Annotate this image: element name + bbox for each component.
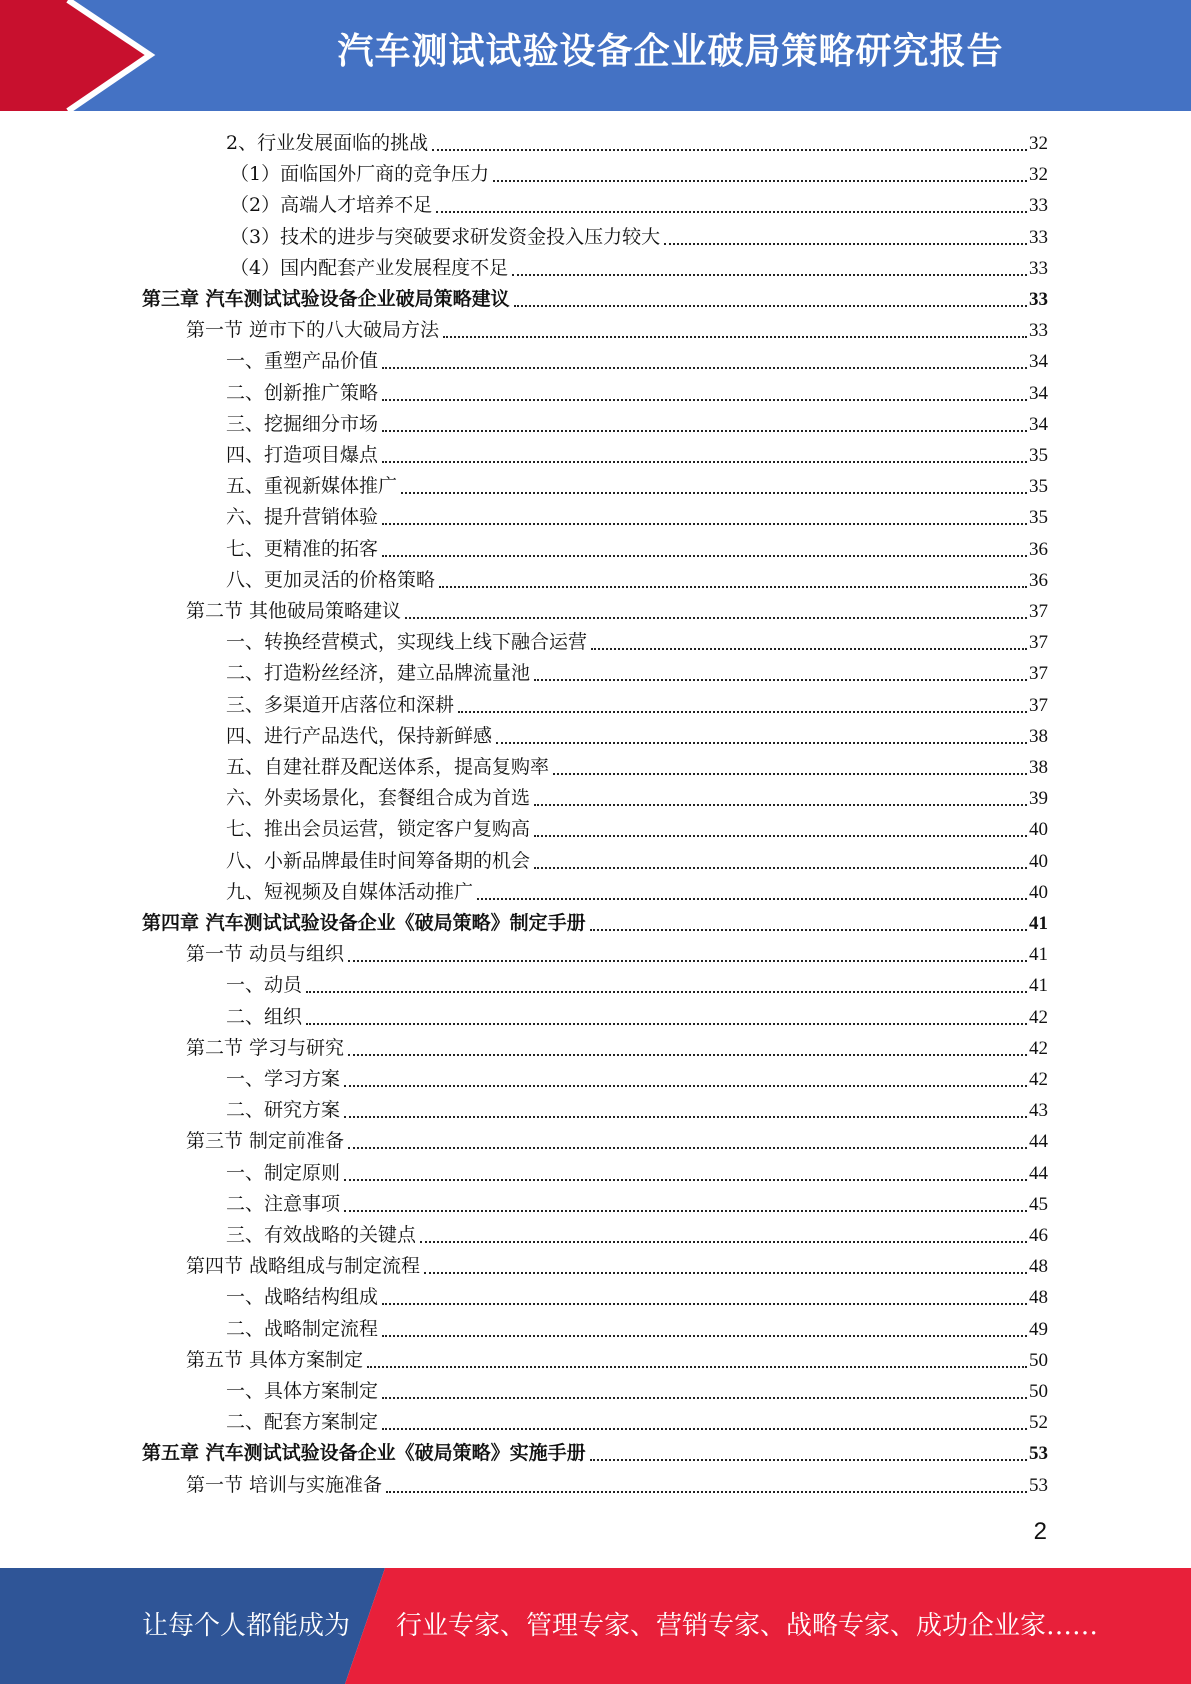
toc-entry-page: 40 — [1029, 819, 1048, 841]
toc-dot-leader — [401, 491, 1027, 494]
toc-entry-page: 32 — [1029, 164, 1048, 186]
toc-entry-label: 八、更加灵活的价格策略 — [226, 568, 436, 591]
toc-dot-leader — [382, 522, 1027, 525]
toc-entry-page: 37 — [1029, 663, 1048, 685]
toc-dot-leader — [344, 1115, 1027, 1118]
toc-entry-sub[interactable] — [230, 159, 1048, 190]
toc-entry-label: 第二节 其他破局策略建议 — [186, 600, 402, 622]
toc-dot-leader — [420, 1240, 1027, 1243]
toc-entry-item[interactable] — [226, 1158, 1048, 1189]
toc-entry-page: 42 — [1029, 1006, 1048, 1028]
toc-entry-page: 33 — [1029, 320, 1048, 342]
toc-entry-page: 50 — [1029, 1349, 1048, 1371]
footer-slogan-right: 行业专家、管理专家、营销专家、战略专家、成功企业家…… — [396, 1611, 1099, 1641]
toc-entry-page: 38 — [1029, 725, 1048, 747]
toc-entry-item[interactable] — [226, 1376, 1048, 1407]
toc-entry-item[interactable] — [226, 627, 1048, 658]
toc-dot-leader — [386, 1490, 1027, 1493]
toc-entry-page: 49 — [1029, 1318, 1048, 1340]
toc-entry-item[interactable] — [226, 1282, 1048, 1313]
toc-entry-page: 43 — [1029, 1100, 1048, 1122]
toc-entry-page: 34 — [1029, 413, 1048, 435]
toc-entry-page: 41 — [1029, 944, 1048, 966]
toc-dot-leader — [534, 866, 1027, 869]
toc-entry-label: 第一节 动员与组织 — [186, 943, 345, 966]
toc-dot-leader — [367, 1365, 1027, 1368]
toc-entry-item[interactable] — [226, 409, 1048, 440]
toc-entry-page: 45 — [1029, 1193, 1048, 1215]
toc-dot-leader — [382, 429, 1027, 432]
toc-entry-page: 53 — [1029, 1474, 1048, 1496]
toc-dot-leader — [424, 1271, 1027, 1274]
page-number: 2 — [1033, 1518, 1047, 1545]
toc-entry-item[interactable] — [226, 534, 1048, 565]
toc-entry-page: 42 — [1029, 1037, 1048, 1059]
toc-dot-leader — [496, 741, 1027, 744]
toc-entry-page: 37 — [1029, 632, 1048, 654]
toc-entry-label: （3）技术的进步与突破要求研发资金投入压力较大 — [230, 225, 661, 248]
toc-entry-page: 40 — [1029, 881, 1048, 903]
toc-entry-label: 第四节 战略组成与制定流程 — [186, 1255, 421, 1278]
toc-entry-item[interactable] — [226, 846, 1048, 877]
toc-entry-label: 五、重视新媒体推广 — [226, 475, 398, 498]
toc-entry-label: 第三节 制定前准备 — [186, 1130, 345, 1153]
toc-entry-item[interactable] — [226, 1407, 1048, 1438]
toc-entry-page: 39 — [1029, 788, 1048, 810]
toc-entry-section[interactable] — [186, 1126, 1048, 1157]
toc-entry-page: 52 — [1029, 1412, 1048, 1434]
toc-dot-leader — [553, 772, 1027, 775]
toc-dot-leader — [590, 1458, 1027, 1461]
toc-entry-label: 二、打造粉丝经济，建立品牌流量池 — [226, 662, 531, 685]
toc-dot-leader — [664, 242, 1027, 245]
toc-entry-label: （2）高端人才培养不足 — [230, 194, 433, 217]
toc-entry-label: 二、组织 — [226, 1005, 303, 1028]
toc-entry-page: 41 — [1029, 913, 1048, 934]
toc-entry-label: 一、战略结构组成 — [226, 1286, 379, 1309]
toc-entry-label: 二、研究方案 — [226, 1099, 341, 1122]
toc-entry-label: 七、更精准的拓客 — [226, 537, 379, 560]
toc-entry-label: 二、战略制定流程 — [226, 1317, 379, 1340]
toc-entry-page: 40 — [1029, 850, 1048, 872]
toc-dot-leader — [382, 1302, 1027, 1305]
toc-dot-leader — [348, 1146, 1027, 1149]
toc-dot-leader — [534, 678, 1027, 681]
toc-dot-leader — [306, 1022, 1027, 1025]
toc-entry-page: 36 — [1029, 538, 1048, 560]
toc-entry-item[interactable] — [226, 970, 1048, 1001]
toc-entry-page: 46 — [1029, 1225, 1048, 1246]
toc-entry-page: 44 — [1029, 1162, 1048, 1184]
toc-entry-label: 九、短视频及自媒体活动推广 — [226, 880, 474, 903]
toc-dot-leader — [382, 554, 1027, 557]
toc-entry-label: 一、具体方案制定 — [226, 1380, 379, 1402]
toc-dot-leader — [512, 273, 1027, 276]
toc-entry-page: 37 — [1029, 694, 1048, 716]
toc-entry-label: 二、创新推广策略 — [226, 381, 379, 404]
toc-entry-label: 三、挖掘细分市场 — [226, 412, 379, 435]
toc-entry-label: 一、重塑产品价值 — [226, 350, 379, 373]
toc-entry-item[interactable] — [226, 565, 1048, 596]
toc-dot-leader — [382, 460, 1027, 463]
toc-dot-leader — [439, 585, 1027, 588]
toc-entry-item[interactable] — [226, 783, 1048, 814]
toc-entry-label: 四、打造项目爆点 — [226, 444, 379, 466]
toc-entry-label: 第一节 逆市下的八大破局方法 — [186, 319, 440, 342]
toc-entry-label: 三、多渠道开店落位和深耕 — [226, 693, 455, 716]
toc-entry-label: 第五章 汽车测试试验设备企业《破局策略》实施手册 — [142, 1442, 586, 1465]
page-footer — [0, 1568, 1191, 1684]
toc-dot-leader — [534, 834, 1027, 837]
toc-entry-page: 33 — [1029, 289, 1048, 310]
toc-entry-label: 四、进行产品迭代，保持新鲜感 — [226, 724, 493, 747]
toc-entry-label: 一、动员 — [226, 974, 303, 997]
toc-entry-item[interactable] — [226, 752, 1048, 783]
toc-entry-label: 五、自建社群及配送体系，提高复购率 — [226, 756, 550, 778]
toc-entry-item[interactable] — [226, 1002, 1048, 1033]
toc-dot-leader — [458, 710, 1027, 713]
report-title: 汽车测试试验设备企业破局策略研究报告 — [337, 31, 1004, 72]
toc-entry-page: 48 — [1029, 1256, 1048, 1278]
toc-entry-sub[interactable] — [230, 222, 1048, 253]
toc-dot-leader — [344, 1084, 1027, 1087]
toc-entry-page: 32 — [1029, 133, 1048, 154]
toc-entry-label: 第四章 汽车测试试验设备企业《破局策略》制定手册 — [142, 912, 586, 934]
toc-entry-sub[interactable] — [230, 190, 1048, 221]
toc-entry-label: （4）国内配套产业发展程度不足 — [230, 256, 509, 279]
toc-entry-label: 六、外卖场景化，套餐组合成为首选 — [226, 787, 531, 810]
toc-dot-leader — [344, 1178, 1027, 1181]
toc-entry-item[interactable] — [226, 440, 1048, 471]
toc-entry-item[interactable] — [226, 877, 1048, 908]
toc-dot-leader — [436, 210, 1027, 213]
toc-entry-item[interactable] — [226, 814, 1048, 845]
toc-entry-page: 35 — [1029, 476, 1048, 498]
toc-dot-leader — [493, 179, 1027, 182]
toc-dot-leader — [344, 1209, 1027, 1212]
toc-entry-label: 第三章 汽车测试试验设备企业破局策略建议 — [142, 288, 510, 310]
toc-entry-page: 35 — [1029, 445, 1048, 466]
toc-dot-leader — [382, 1396, 1027, 1399]
toc-entry-section[interactable] — [186, 1345, 1048, 1376]
toc-entry-page: 35 — [1029, 507, 1048, 529]
toc-entry-item[interactable] — [226, 1314, 1048, 1345]
toc-entry-label: 八、小新品牌最佳时间筹备期的机会 — [226, 849, 531, 872]
toc-entry-page: 38 — [1029, 757, 1048, 778]
toc-entry-label: 第五节 具体方案制定 — [186, 1348, 364, 1371]
toc-dot-leader — [534, 803, 1027, 806]
toc-dot-leader — [405, 616, 1027, 619]
toc-entry-item[interactable] — [226, 721, 1048, 752]
toc-entry-item[interactable] — [226, 378, 1048, 409]
toc-entry-label: 一、转换经营模式，实现线上线下融合运营 — [226, 631, 588, 654]
toc-dot-leader — [591, 647, 1027, 650]
toc-entry-item[interactable] — [226, 690, 1048, 721]
toc-entry-item[interactable] — [226, 1220, 1048, 1251]
toc-entry-item[interactable] — [226, 128, 1048, 159]
toc-entry-page: 33 — [1029, 257, 1048, 279]
toc-entry-chapter[interactable] — [142, 284, 1048, 315]
toc-entry-label: 六、提升营销体验 — [226, 506, 379, 529]
footer-slogan-left: 让每个人都能成为 — [142, 1611, 351, 1641]
toc-entry-item[interactable] — [226, 346, 1048, 377]
toc-entry-item[interactable] — [226, 1095, 1048, 1126]
toc-entry-page: 53 — [1029, 1443, 1048, 1465]
toc-entry-section[interactable] — [186, 939, 1048, 970]
toc-dot-leader — [348, 959, 1027, 962]
toc-entry-label: 一、制定原则 — [226, 1161, 341, 1184]
toc-entry-item[interactable] — [226, 1189, 1048, 1220]
toc-dot-leader — [348, 1053, 1027, 1056]
toc-entry-label: （1）面临国外厂商的竞争压力 — [230, 163, 490, 186]
toc-dot-leader — [443, 335, 1027, 338]
toc-entry-page: 44 — [1029, 1131, 1048, 1153]
toc-entry-page: 34 — [1029, 351, 1048, 373]
toc-dot-leader — [306, 990, 1027, 993]
toc-entry-label: 第一节 培训与实施准备 — [186, 1473, 383, 1496]
toc-dot-leader — [382, 366, 1027, 369]
toc-entry-label: 二、配套方案制定 — [226, 1411, 379, 1434]
toc-dot-leader — [590, 928, 1027, 931]
toc-dot-leader — [382, 1334, 1027, 1337]
toc-entry-sub[interactable] — [230, 253, 1048, 284]
toc-entry-item[interactable] — [226, 471, 1048, 502]
toc-entry-chapter[interactable] — [142, 908, 1048, 939]
toc-entry-page: 41 — [1029, 975, 1048, 997]
toc-entry-label: 2、行业发展面临的挑战 — [226, 132, 429, 154]
toc-entry-item[interactable] — [226, 658, 1048, 689]
toc-entry-label: 二、注意事项 — [226, 1192, 341, 1215]
toc-entry-section[interactable] — [186, 596, 1048, 627]
toc-entry-label: 第二节 学习与研究 — [186, 1036, 345, 1059]
toc-entry-page: 33 — [1029, 195, 1048, 217]
toc-dot-leader — [382, 1427, 1027, 1430]
toc-entry-page: 48 — [1029, 1287, 1048, 1309]
toc-entry-page: 36 — [1029, 569, 1048, 591]
toc-entry-page: 33 — [1029, 226, 1048, 248]
toc-dot-leader — [514, 304, 1027, 307]
toc-entry-page: 37 — [1029, 601, 1048, 622]
toc-entry-section[interactable] — [186, 1251, 1048, 1282]
toc-entry-label: 七、推出会员运营，锁定客户复购高 — [226, 818, 531, 841]
toc-entry-label: 三、有效战略的关键点 — [226, 1224, 417, 1246]
toc-entry-page: 42 — [1029, 1069, 1048, 1090]
toc-dot-leader — [432, 148, 1027, 151]
toc-dot-leader — [477, 897, 1027, 900]
toc-entry-item[interactable] — [226, 502, 1048, 533]
toc-dot-leader — [382, 398, 1027, 401]
toc-entry-item[interactable] — [226, 1064, 1048, 1095]
toc-entry-page: 50 — [1029, 1381, 1048, 1402]
toc-entry-page: 34 — [1029, 382, 1048, 404]
toc-entry-chapter[interactable] — [142, 1438, 1048, 1469]
toc-entry-label: 一、学习方案 — [226, 1068, 341, 1090]
toc-entry-section[interactable] — [186, 1470, 1048, 1501]
toc-entry-section[interactable] — [186, 315, 1048, 346]
page-header — [0, 0, 1191, 111]
toc-entry-section[interactable] — [186, 1033, 1048, 1064]
